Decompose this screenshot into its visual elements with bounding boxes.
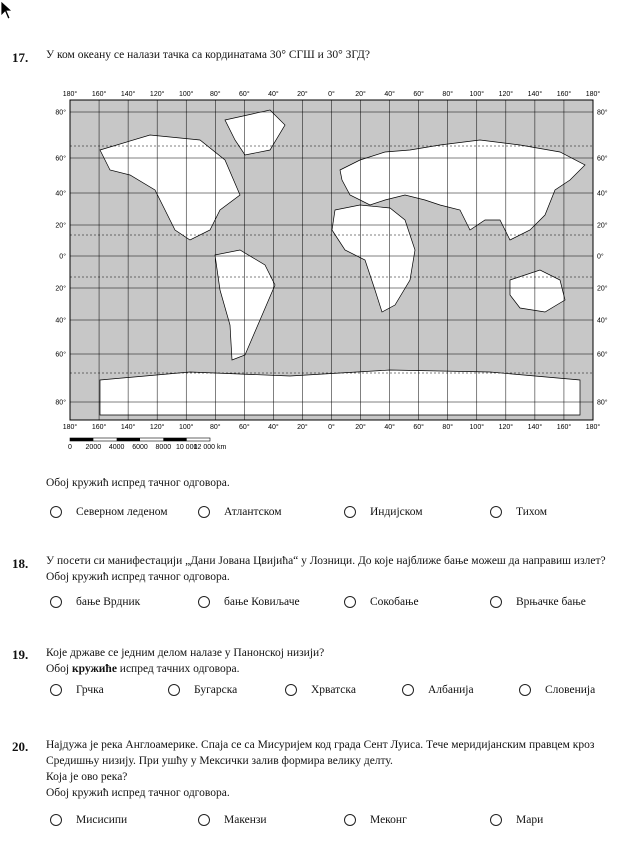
question-text: Која је ово река? xyxy=(46,771,128,783)
answer-option[interactable]: бање Врдник xyxy=(50,596,140,608)
longitude-label: 100° xyxy=(178,91,194,98)
longitude-label: 100° xyxy=(469,91,485,98)
longitude-labels-top xyxy=(63,90,601,98)
instruction-text: Обој кружић испред тачног одговора. xyxy=(46,787,230,799)
longitude-label: 160° xyxy=(91,424,107,431)
radio-circle-icon[interactable] xyxy=(490,506,502,518)
scale-label: 2000 xyxy=(85,444,102,451)
scale-label: 10 000 xyxy=(175,444,198,451)
question-text: Средишњу низију. При ушћу у Мексички залив формира велику делту. xyxy=(46,755,393,767)
longitude-label: 140° xyxy=(120,91,136,98)
answer-option[interactable]: Мари xyxy=(490,814,543,826)
answer-option[interactable]: Грчка xyxy=(50,684,104,696)
latitude-label: 40° xyxy=(55,317,66,325)
latitude-label: 80° xyxy=(55,399,66,407)
longitude-label: 180° xyxy=(585,424,601,431)
instruction-text: Обој кружић испред тачног одговора. xyxy=(46,477,230,489)
radio-circle-icon[interactable] xyxy=(490,814,502,826)
latitude-label: 80° xyxy=(597,109,608,117)
answer-option[interactable]: Хрватска xyxy=(285,684,356,696)
radio-circle-icon[interactable] xyxy=(168,684,180,696)
longitude-label: 40° xyxy=(384,424,395,431)
radio-circle-icon[interactable] xyxy=(50,506,62,518)
latitude-label: 80° xyxy=(55,109,66,117)
longitude-label: 80° xyxy=(442,424,454,431)
scale-label: 8000 xyxy=(155,444,172,451)
answer-option[interactable]: Сокобање xyxy=(344,596,419,608)
longitude-label: 60° xyxy=(239,91,250,98)
answer-option[interactable]: Меконг xyxy=(344,814,407,826)
longitude-label: 80° xyxy=(209,424,221,431)
instruction-text: Обој кружић испред тачног одговора. xyxy=(46,571,230,583)
latitude-label: 40° xyxy=(597,317,608,325)
question-number: 19. xyxy=(12,647,29,662)
longitude-label: 80° xyxy=(209,91,221,98)
answer-option[interactable]: Тихом xyxy=(490,506,547,518)
latitude-label: 60° xyxy=(55,351,66,359)
latitude-label: 20° xyxy=(55,285,66,293)
answer-option[interactable]: Словенија xyxy=(519,684,595,696)
radio-circle-icon[interactable] xyxy=(198,814,210,826)
longitude-label: 160° xyxy=(556,91,572,98)
longitude-label: 40° xyxy=(268,424,279,431)
radio-circle-icon[interactable] xyxy=(198,506,210,518)
question-text: У посети си манифестацији „Дани Јована Цвијића“ у Лозници. До које најближе бање можеш да направиш излет? xyxy=(46,555,606,567)
answer-option[interactable]: Врњачке бање xyxy=(490,596,586,608)
latitude-label: 20° xyxy=(597,222,608,230)
answer-option[interactable]: Макензи xyxy=(198,814,267,826)
radio-circle-icon[interactable] xyxy=(198,596,210,608)
radio-circle-icon[interactable] xyxy=(285,684,297,696)
answer-option[interactable]: Бугарска xyxy=(168,684,237,696)
radio-circle-icon[interactable] xyxy=(402,684,414,696)
answer-option[interactable]: Мисисипи xyxy=(50,814,127,826)
world-map xyxy=(40,80,615,460)
longitude-label: 20° xyxy=(355,424,366,431)
longitude-label: 140° xyxy=(527,424,543,431)
longitude-label: 60° xyxy=(413,424,424,431)
longitude-label: 100° xyxy=(178,424,194,431)
radio-circle-icon[interactable] xyxy=(344,814,356,826)
longitude-label: 0° xyxy=(328,424,335,431)
latitude-label: 60° xyxy=(55,155,66,163)
longitude-label: 0° xyxy=(328,91,335,98)
longitude-label: 120° xyxy=(498,91,514,98)
longitude-label: 160° xyxy=(91,91,107,98)
question-number: 20. xyxy=(12,739,29,754)
question-text: Најдужа је река Англоамерике. Спаја се са Мисуријем код града Сент Луиса. Тече меридијанским правцем кроз xyxy=(46,739,595,751)
answer-option[interactable]: Индијском xyxy=(344,506,423,518)
latitude-label: 0° xyxy=(597,253,604,261)
longitude-label: 20° xyxy=(355,91,366,98)
longitude-label: 60° xyxy=(239,424,250,431)
question-text: У ком океану се налази тачка са кординатама 30° СГШ и 30° ЗГД? xyxy=(46,49,370,61)
longitude-label: 100° xyxy=(469,424,485,431)
instruction-text: Обој кружиће испред тачних одговора. xyxy=(46,663,240,675)
latitude-label: 40° xyxy=(55,190,66,198)
longitude-label: 160° xyxy=(556,424,572,431)
longitude-label: 180° xyxy=(585,91,601,98)
longitude-label: 20° xyxy=(297,91,308,98)
latitude-label: 20° xyxy=(597,285,608,293)
map-scale-bar xyxy=(68,438,226,451)
question-number: 17. xyxy=(12,50,29,65)
scale-label: 0 xyxy=(68,444,72,451)
latitude-label: 40° xyxy=(597,190,608,198)
latitude-label: 20° xyxy=(55,222,66,230)
longitude-label: 40° xyxy=(384,91,395,98)
latitude-label: 60° xyxy=(597,351,608,359)
scale-label: 12 000 km xyxy=(193,444,227,451)
longitude-label: 140° xyxy=(527,91,543,98)
longitude-label: 60° xyxy=(413,91,424,98)
radio-circle-icon[interactable] xyxy=(50,596,62,608)
radio-circle-icon[interactable] xyxy=(344,506,356,518)
radio-circle-icon[interactable] xyxy=(519,684,531,696)
mouse-cursor-icon xyxy=(0,0,14,20)
latitude-label: 60° xyxy=(597,155,608,163)
answer-option[interactable]: бање Ковиљаче xyxy=(198,596,300,608)
radio-circle-icon[interactable] xyxy=(344,596,356,608)
radio-circle-icon[interactable] xyxy=(490,596,502,608)
radio-circle-icon[interactable] xyxy=(50,814,62,826)
longitude-label: 140° xyxy=(120,424,136,431)
longitude-label: 20° xyxy=(297,424,308,431)
scale-label: 4000 xyxy=(108,444,125,451)
question-number: 18. xyxy=(12,556,29,571)
longitude-label: 180° xyxy=(62,91,78,98)
latitude-label: 80° xyxy=(597,399,608,407)
answer-option[interactable]: Северном леденом xyxy=(50,506,168,518)
answer-option[interactable]: Атлантском xyxy=(198,506,282,518)
longitude-label: 120° xyxy=(498,424,514,431)
longitude-labels-bottom xyxy=(63,423,601,431)
question-text: Које државе се једним делом налазе у Панонској низији? xyxy=(46,647,325,659)
scale-label: 6000 xyxy=(132,444,148,451)
radio-circle-icon[interactable] xyxy=(50,684,62,696)
answer-option[interactable]: Албанија xyxy=(402,684,474,696)
longitude-label: 80° xyxy=(442,91,454,98)
longitude-label: 180° xyxy=(62,424,78,431)
longitude-label: 120° xyxy=(149,424,165,431)
latitude-label: 0° xyxy=(59,253,66,261)
longitude-label: 120° xyxy=(149,91,165,98)
longitude-label: 40° xyxy=(268,91,279,98)
